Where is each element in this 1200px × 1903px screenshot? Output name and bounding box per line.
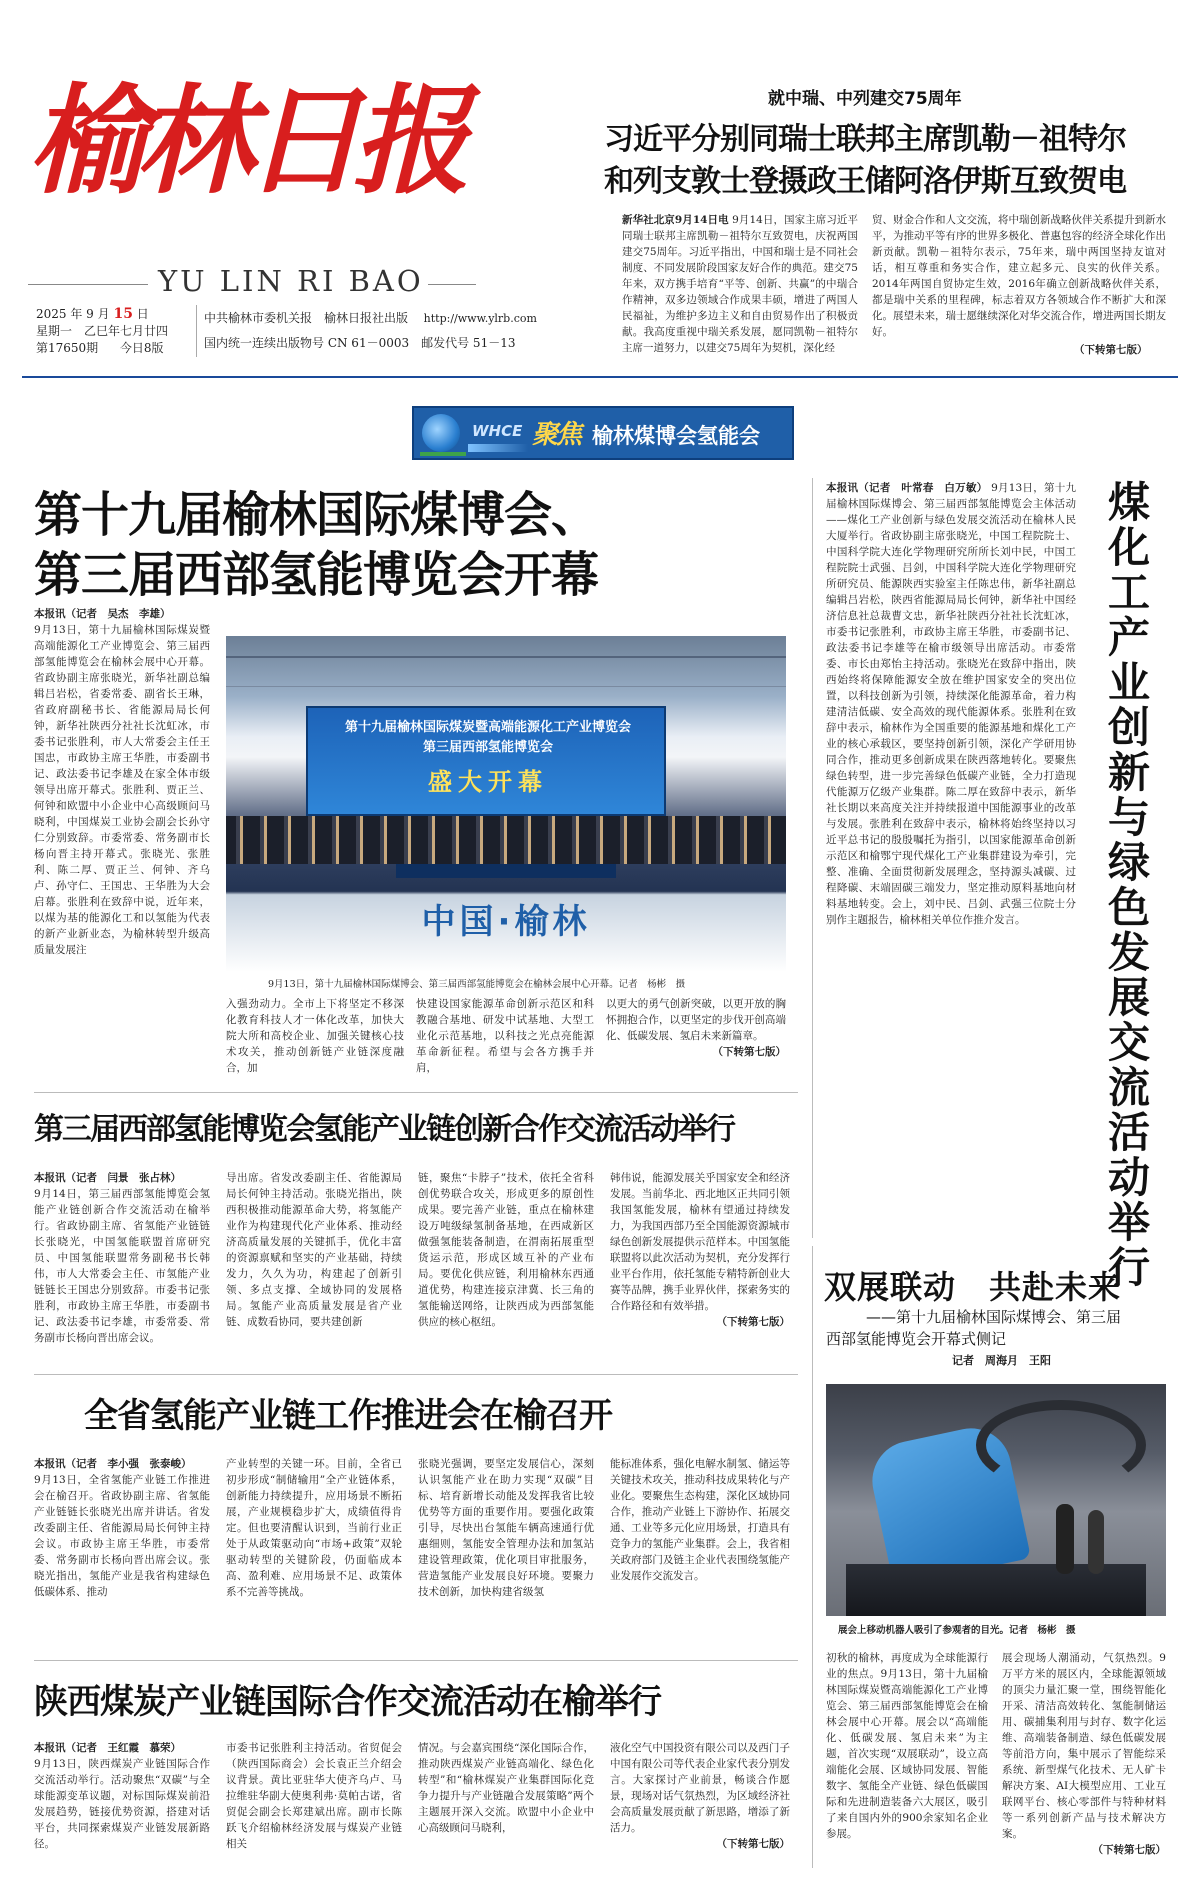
story2-col-4 (610, 1170, 790, 1360)
right-story-text (826, 480, 1076, 1232)
feature-photo (826, 1384, 1166, 1616)
story2-text-3: 链，聚焦“卡脖子”技术，依托全省科创优势联合攻关，形成更多的原创性成果。要完善产业链，重点在榆林建设万吨级绿氢制备基地，在西咸新区做强氢能装备制造，在渭南拓展重型货运示范，形成区域互补的产业布局。要优化供应链，利用榆林东西通道优势，构建连接京津冀、长三角的氢能输送网络，让陕西成为西部氢能供应的核心枢纽。 (418, 1172, 594, 1328)
story4-headline: 陕西煤炭产业链国际合作交流活动在榆举行 (34, 1682, 661, 1722)
feature-col-1 (826, 1650, 988, 1868)
dignitaries-row (226, 816, 786, 864)
feature-headline: 双展联动 共赴未来 (824, 1268, 1122, 1306)
story3-col-2 (226, 1456, 402, 1646)
masthead-title: 榆林日报 (28, 71, 461, 210)
lead-headline-1: 第十九届榆林国际煤博会、 (34, 487, 599, 543)
top-story-continue: （下转第七版） (1070, 342, 1148, 357)
topic-banner (412, 406, 794, 460)
weekday-lunar: 星期一 乙巳年七月廿四 (36, 324, 169, 338)
expo-logo-icon (422, 414, 460, 452)
story2-byline: 本报讯（记者 闫景 张占林） (34, 1172, 181, 1184)
feature-subtitle-2: 西部氢能博览会开幕式侧记 (826, 1330, 1007, 1348)
masthead-rule (22, 376, 1178, 378)
date-suffix: 日 (136, 307, 149, 321)
website-link[interactable]: http://www.ylrb.com (423, 312, 537, 325)
story3-text-3: 张晓光强调，要坚定发展信心，深刻认识氢能产业在助力实现“双碳”目标、培育新增长动能及发挥我省比较优势等方面的重要作用。要强化政策引导，尽快出台氢能车辆高速通行优惠细则，氢能安全管理办法和加氢站建设管理政策，优化项目审批服务，营造氢能产业发展良好环境。要聚力技术创新，加快构建省级氢 (418, 1458, 594, 1598)
stage-banner-2: 第三届西部氢能博览会 (422, 740, 553, 755)
feature-photo-caption: 展会上移动机器人吸引了参观者的目光。记者 杨彬 摄 (838, 1625, 1076, 1636)
feature-col-2 (1002, 1650, 1166, 1868)
story2-headline: 第三届西部氢能博览会氢能产业链创新合作交流活动举行 (34, 1112, 734, 1147)
pages-today: 今日8版 (119, 341, 164, 355)
lead-text-b3: 以更大的勇气创新突破，以更开放的胸怀拥抱合作，以更坚定的步伐开创高端化、低碳发展、氢启未来新篇章。 (606, 998, 786, 1042)
lead-text-b2: 快建设国家能源革命创新示范区和科教融合基地、研发中试基地、大型工业化示范基地，以科技之光点亮能源革命新征程。希望与会各方携手并肩， (416, 998, 594, 1074)
top-story-text-1: 9月14日，国家主席习近平同瑞士联邦主席凯勒－祖特尔互致贺电，庆祝两国建交75周年。习近平指出，中国和瑞士是不同社会制度、不同发展阶段国家友好合作的典范。建交75年来，双方携手培育“平等、创新、共赢”的中瑞合作精神，双多边领域合作成果丰硕，增进了两国人民福祉，为维护多边主义和自由贸易作出了积极贡献。我高度重视中瑞关系发展，愿同凯勒－祖特尔主席一道努力，以建交75周年为契机，深化经 (622, 214, 858, 354)
masthead-pinyin: YU LIN RI BAO (158, 264, 424, 298)
lead-col-b1 (226, 996, 404, 1076)
story4-col-2 (226, 1740, 402, 1868)
date-day: 15 (113, 306, 133, 322)
lead-text-left: 9月13日，第十九届榆林国际煤炭暨高端能源化工产业博览会、第三届西部氢能博览会在榆林会展中心开幕。省政协副主席张晓光，新华社副总编辑吕岩松，省委常委、副省长王琳，省政府副秘书长、省能源局局长何钟，新华社陕西分社社长沈虹冰，市委书记张胜利，市人大常委会主任王国忠，市政协主席王华胜，市委副书记、政法委书记李雄及在家全体市级领导出席开幕式。张胜利、贾正兰、何钟和欧盟中小企业中心高级顾问马晓利，中国煤炭工业协会副会长孙守仁分别致辞。市委常委、常务副市长杨向晋主持开幕式。张晓光、张胜利、陈二厚、贾正兰、何钟、齐乌卢、孙守仁、王国忠、王华胜为大会启幕。张胜利在致辞中说，近年来，以煤为基的能源化工和以氢能为代表的新产业新业态，为榆林转型升级高质量发展注 (34, 624, 210, 956)
masthead (28, 62, 478, 298)
right-story-byline: 本报讯（记者 叶常春 白万敏） (826, 482, 988, 494)
top-story-lead: 新华社北京9月14日电 (622, 214, 729, 226)
right-story-vertical-title: 煤化工产业创新与绿色发展交流活动举行 (1107, 478, 1150, 1292)
top-story-headline-2: 和列支敦士登摄政王储阿洛伊斯互致贺电 (604, 164, 1126, 199)
lead-col-b2 (416, 996, 594, 1076)
publisher-info (204, 306, 604, 355)
top-story-kicker: 就中瑞、中列建交75周年 (768, 89, 962, 109)
stage-front-text: 中国·榆林 (421, 902, 591, 942)
story3-col-1 (34, 1456, 210, 1646)
story4-col-4 (610, 1740, 790, 1868)
lead-col-b3 (606, 996, 786, 1076)
story2-col-2 (226, 1170, 402, 1360)
lead-photo (226, 636, 786, 972)
story2-col-3 (418, 1170, 594, 1360)
story4-byline: 本报讯（记者 王红霞 慕荣） (34, 1742, 181, 1754)
story3-text-4: 能标准体系，强化电解水制氢、储运等关键技术攻关，推动科技成果转化与产业化。要聚焦生态构建，深化区域协同合作，推动产业链上下游协作、拓展交通、工业等多元化应用场景，打造具有竞争力的氢能产业集群。会上，我省相关政府部门及链主企业代表围绕氢能产业发展作交流发言。 (610, 1458, 790, 1582)
lead-headline-2: 第三届西部氢能博览会开幕 (34, 547, 599, 603)
story2-text-4: 韩伟说，能源发展关乎国家安全和经济发展。当前华北、西北地区正共同引领我国氢能发展，榆林有望通过持续发力，为我国西部乃至全国能源资源城市绿色创新发展提供示范样本。中国氢能联盟将以此次活动为契机，充分发挥行业平台作用，依托氢能专精特新创业大赛等品牌，携手业界伙伴，探索务实的合作路径和有效举措。 (610, 1172, 790, 1312)
banner-script: 聚焦 (532, 420, 581, 450)
stage-banner-3: 盛大开幕 (428, 768, 548, 796)
story2-text-2: 导出席。省发改委副主任、省能源局局长何钟主持活动。张晓光指出，陕西积极推动能源革命大势，将氢能产业作为构建现代化产业体系、推动经济高质量发展的关键抓手，优化丰富的资源禀赋和坚实的产业基础，持续发力，久久为功，构建起了创新引领、多点支撑、全域协同的发展格局。氢能产业高质量发展是省产业链、成数看协同，要共建创新 (226, 1172, 402, 1328)
banner-label: 榆林煤博会氢能会 (592, 424, 760, 448)
story4-col-3 (418, 1740, 594, 1868)
story4-text-3: 情况。与会嘉宾围绕“深化国际合作，推动陕西煤炭产业链高端化、绿色化转型”和“榆林煤炭产业集群国际化竞争力提升与产业链融合发展策略”两个主题展开深入交流。欧盟中小企业中心高级顾问马晓利， (418, 1742, 594, 1834)
stage-screen (306, 706, 666, 816)
feature-continue: （下转第七版） (1092, 1844, 1166, 1856)
lead-photo-caption: 9月13日，第十九届榆林国际煤博会、第三届西部氢能博览会在榆林会展中心开幕。记者 杨彬 摄 (268, 979, 686, 990)
right-story-body: 9月13日，第十九届榆林国际煤博会、第三届西部氢能博览会主体活动——煤化工产业创新与绿色发展交流活动在榆林人民大厦举行。省政协副主席张晓光，中国工程院院士、中国科学院大连化学物理研究所所长刘中民，中国工程院院士武强、吕剑，中国科学院大连化学物理研究所研究员、能源陕西实验室主任陈忠伟，新华社副总编辑吕岩松，陕西省能源局局长何钟，新华社中国经济信息社总裁曹文忠，新华社陕西分社社长沈虹冰，市委书记张胜利，市政协主席王华胜，市委副书记、政法委书记李雄等在榆市级领导出席活动。市委常委、市长由郑怡主持活动。张晓光在致辞中指出，陕西始终将保障能源安全放在维护国家安全的突出位置，以科技创新为引领，持续深化能源革命，着力构建清洁低碳、安全高效的现代能源体系。张胜利在致辞中表示，榆林作为全国重要的能源基地和煤化工产业的核心承载区，要坚持创新引领，深化产学研用协同合作，推动更多创新成果在陕西落地转化。要聚焦绿色转型，进一步完善绿色低碳产业链，全力打造现代能源万亿级产业集群。陈二厚在致辞中表示，新华社长期以来高度关注并持续报道中国能源事业的改革与发展。张胜利在致辞中表示，榆林将始终坚持以习近平总书记的殷殷嘱托为指引，以国家能源革命创新示范区和榆鄂宁现代煤化工产业集群建设为牵引，完整、准确、全面贯彻新发展理念，坚持源头减碳、过程降碳、末端固碳三端发力，坚定推动原料基地向材料基地转变。会上，刘中民、吕剑、武强三位院士分别作主题报告，榆林相关单位作推介发言。 (826, 482, 1076, 926)
story3-text-2: 产业转型的关键一环。目前，全省已初步形成“制储输用”全产业链体系，创新能力持续提升，应用场景不断拓展，产业规模稳步扩大，成绩值得肯定。但也要清醒认识到，当前行业正处于从政策驱动向“市场+政策”双轮驱动转型的关键阶段，仍面临成本高、盈利难、应用场景不足、政策体系不完善等挑战。 (226, 1458, 402, 1598)
top-story-col-2 (872, 212, 1166, 362)
expo-logo-text: WHCE (472, 422, 523, 440)
story3-headline: 全省氢能产业链工作推进会在榆召开 (84, 1396, 612, 1436)
lead-col-left (34, 606, 210, 1076)
story4-text-2: 市委书记张胜利主持活动。省贸促会（陕西国际商会）会长袁正兰介绍会议背景。黄比亚驻华大使齐乌卢、马拉维驻华副大使奥利弗·莫帕古诺，省贸促会副会长郑建斌出席。副市长陈跃飞介绍榆林经济发展与煤炭产业链相关 (226, 1742, 402, 1850)
date-month: 2025 年 9 月 (36, 307, 110, 321)
lead-text-b1: 入强劲动力。全市上下将坚定不移深化教育科技人才一体化改革，加快大院大所和高校企业、加强关键核心技术攻关，推动创新链产业链深度融合，加 (226, 998, 404, 1074)
feature-text-1: 初秋的榆林，再度成为全球能源行业的焦点。9月13日，第十九届榆林国际煤炭暨高端能源化工产业博览会、第三届西部氢能博览会在榆林会展中心开幕。展会以“高端能化、低碳发展、氢启未来”为主题，首次实现“双展联动”，设立高端能化会展、区域协同发展、智能数字、氢能全产业链、绿色低碳国际和先进制造装备六大展区，吸引了来自国内外的900余家知名企业参展。 (826, 1652, 988, 1840)
story3-col-3 (418, 1456, 594, 1646)
lead-byline: 本报讯（记者 吴杰 李雄） (34, 608, 171, 620)
feature-text-2: 展会现场人潮涌动，气氛热烈。9万平方米的展区内，全球能源领域的顶尖力量汇聚一堂，围绕智能化开采、清洁高效转化、氢能制储运用、碳捕集利用与封存、数字化运维、高端装备制造、绿色低碳发展等前沿方向，集中展示了智能综采系统、新型煤气化技术、无人矿卡解决方案、AI大模型应用、工业互联网平台、核心零部件与特种材料等一系列创新产品与技术解决方案。 (1002, 1652, 1166, 1840)
story4-text-1: 9月13日，陕西煤炭产业链国际合作交流活动举行。活动聚焦“双碳”与全球能源变革议题，对标国际煤炭前沿发展趋势，链接优势资源，搭建对话平台，共同探索煤炭产业链发展新路径。 (34, 1758, 210, 1850)
publisher: 中共榆林市委机关报 榆林日报社出版 (204, 311, 409, 325)
story2-text-1: 9月14日，第三届西部氢能博览会氢能产业链创新合作交流活动在榆举行。省政协副主席、省氢能产业链链长张晓光，中国氢能联盟首席研究员、中国氢能联盟常务副秘书长韩伟，市人大常委会主任、市氢能产业链链长王国忠分别致辞。市委书记张胜利，市政协主席王华胜，市委副书记、政法委书记李雄，市委常委、常务副市长杨向晋出席会议。 (34, 1188, 210, 1344)
issue-info (36, 306, 186, 357)
story4-continue: （下转第七版） (716, 1838, 790, 1850)
story4-col-1 (34, 1740, 210, 1868)
stage-banner-1: 第十九届榆林国际煤炭暨高端能源化工产业博览会 (344, 720, 631, 735)
feature-byline: 记者 周海月 王阳 (952, 1354, 1051, 1367)
story4-text-4: 液化空气中国投资有限公司以及西门子中国有限公司等代表企业家代表分别发言。大家探讨产业前景，畅谈合作愿景，现场对话气氛热烈，为区域经济社会高质量发展贡献了新思路，增添了新活力。 (610, 1742, 790, 1834)
story2-continue: （下转第七版） (716, 1316, 790, 1328)
story2-col-1 (34, 1170, 210, 1360)
serial-number: 国内统一连续出版物号 CN 61－0003 邮发代号 51－13 (204, 336, 516, 350)
feature-subtitle-1: ——第十九届榆林国际煤博会、第三届 (866, 1308, 1122, 1326)
issue-number: 第17650期 (36, 341, 99, 355)
lead-continue: （下转第七版） (712, 1046, 786, 1058)
top-story-text-2: 贸、财金合作和人文交流，将中瑞创新战略伙伴关系提升到新水平，为推动平等有序的世界多极化、普惠包容的经济全球化作出新贡献。凯勒－祖特尔表示，75年来，瑞中两国坚持友谊对话，相互尊重和务实合作，建立起多元、良实的伙伴关系。2014年两国自贸协定生效，2016年确立创新战略伙伴关系，都是瑞中关系的里程碑，标志着双方各领域合作不断扩大和深化。展望未来，瑞士愿继续深化对华交流合作，增进两国长期友好。 (872, 214, 1166, 338)
story3-text-1: 9月13日，全省氢能产业链工作推进会在榆召开。省政协副主席、省氢能产业链链长张晓光出席并讲话。省发改委副主任、省能源局局长何钟主持会议。市政协主席王华胜，市委常委、常务副市长杨向晋出席会议。张晓光指出，氢能产业是我省构建绿色低碳体系、推动 (34, 1474, 210, 1598)
story3-byline: 本报讯（记者 李小强 张泰峻） (34, 1458, 192, 1470)
story3-col-4 (610, 1456, 790, 1646)
top-story-headline-1: 习近平分别同瑞士联邦主席凯勒－祖特尔 (604, 122, 1126, 157)
top-story-col-1 (622, 212, 858, 362)
